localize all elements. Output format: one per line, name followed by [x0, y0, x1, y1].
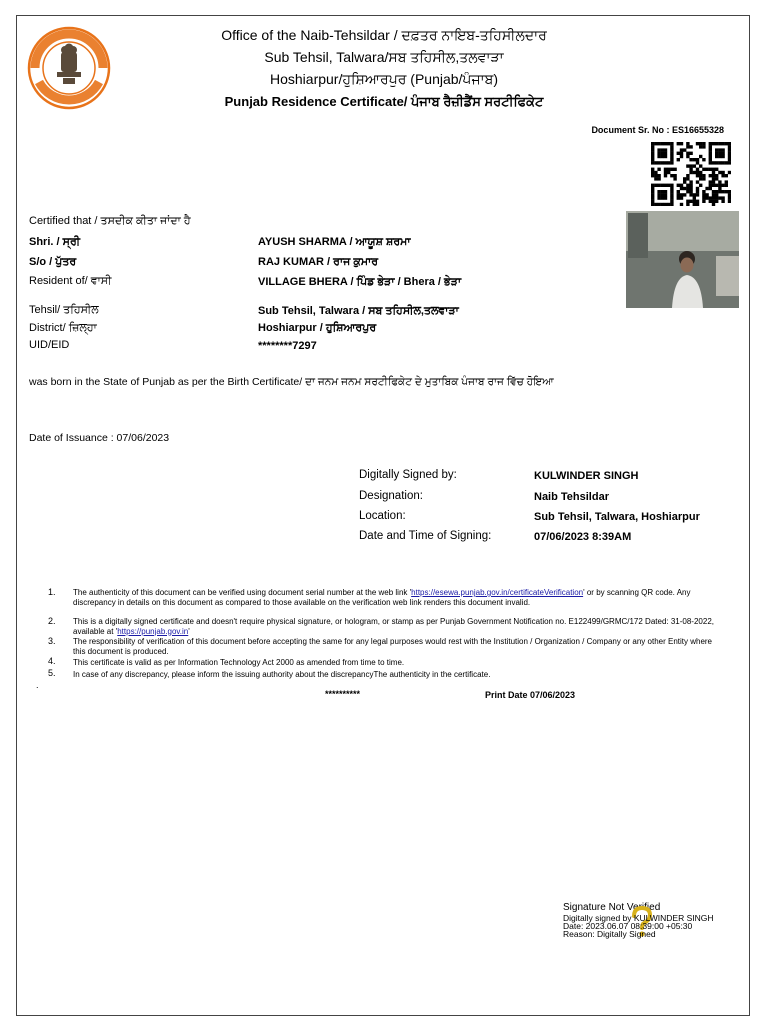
birth-statement: was born in the State of Punjab as per the Birth Certificate/ ਦਾ ਜਨਮ ਜਨਮ ਸਰਟੀਫਿਕੇਟ ਦੇ ਮੁਤਾਬਿਕ ਪੰਜਾਬ ਰਾਜ ਵਿੱਚ ਹੋਇਆ	[29, 376, 554, 388]
qr-code[interactable]	[651, 142, 731, 206]
note-1: The authenticity of this document can be verified using document serial number at the web link 'https://esewa.punjab.gov.in/certificateVerification' or by scanning QR code. Any discrepancy in details on this document as compared to those available on the verification web link renders this document invalid.	[73, 588, 691, 607]
uid-label: UID/EID	[29, 339, 70, 351]
footer-dot: .	[36, 680, 39, 690]
name-value: AYUSH SHARMA / ਆਯੂਸ਼ ਸ਼ਰਮਾ	[258, 236, 411, 248]
verification-link[interactable]: https://esewa.punjab.gov.in/certificateVerification	[411, 588, 584, 597]
note-number: 5.	[48, 668, 56, 678]
district-label: District/ ਜ਼ਿਲ੍ਹਾ	[29, 322, 97, 334]
district-line: Hoshiarpur/ਹੁਸ਼ਿਆਰਪੁਰ (Punjab/ਪੰਜਾਬ)	[269, 71, 499, 87]
tehsil-value: Sub Tehsil, Talwara / ਸਬ ਤਹਿਸੀਲ,ਤਲਵਾੜਾ	[258, 305, 459, 317]
father-value: RAJ KUMAR / ਰਾਜ ਕੁਮਾਰ	[258, 256, 379, 268]
note-5: In case of any discrepancy, please inform the issuing authority about the discrepancyThe authenticity in the certificate.	[73, 670, 491, 679]
note-4: This certificate is valid as per Information Technology Act 2000 as amended from time to time.	[73, 658, 405, 667]
district-value: Hoshiarpur / ਹੁਸ਼ਿਆਰਪੁਰ	[258, 322, 377, 334]
document-serial-number: Document Sr. No : ES16655328	[591, 125, 724, 135]
signing-time-value: 07/06/2023 8:39AM	[534, 531, 632, 543]
location-value: Sub Tehsil, Talwara, Hoshiarpur	[534, 511, 700, 523]
resident-value: VILLAGE BHERA / ਪਿੰਡ ਭੇੜਾ / Bhera / ਭੇੜਾ	[258, 276, 462, 288]
uid-value: ********7297	[258, 340, 317, 352]
certified-that-label: Certified that / ਤਸਦੀਕ ਕੀਤਾ ਜਾਂਦਾ ਹੈ	[29, 215, 191, 227]
date-of-issuance: Date of Issuance : 07/06/2023	[29, 432, 170, 444]
signed-by-value: KULWINDER SINGH	[534, 470, 639, 482]
signature-date: Date: 2023.06.07 08:39:00 +05:30	[563, 921, 693, 931]
note-number: 1.	[48, 587, 56, 597]
resident-label: Resident of/ ਵਾਸੀ	[29, 275, 112, 287]
certificate-title: Punjab Residence Certificate/ ਪੰਜਾਬ ਰੈਜ਼ੀਡੈਂਸ ਸਰਟੀਫਿਕੇਟ	[224, 94, 544, 109]
office-line: Office of the Naib-Tehsildar / ਦਫ਼ਤਰ ਨਾਇਬ-ਤਹਿਸੀਲਦਾਰ	[221, 27, 547, 43]
designation-value: Naib Tehsildar	[534, 491, 609, 503]
signed-by-label: Digitally Signed by:	[359, 469, 457, 481]
signature-signer: Digitally signed by KULWINDER SINGH	[563, 913, 714, 923]
note-number: 3.	[48, 636, 56, 646]
print-date: Print Date 07/06/2023	[485, 690, 576, 700]
note-2: This is a digitally signed certificate and doesn't require physical signature, or hologram, or stamp as per Punjab Government Notification no. E122499/GRMC/172 Dated: 31-08-2022, available at 'https://punjab.gov.in'	[73, 617, 714, 636]
location-label: Location:	[359, 510, 406, 522]
sub-tehsil-line: Sub Tehsil, Talwara/ਸਬ ਤਹਿਸੀਲ,ਤਲਵਾੜਾ	[264, 49, 504, 65]
signature-status: Signature Not Verified	[563, 902, 661, 913]
note-3: The responsibility of verification of this document before accepting the same for any legal purposes would rest with the Institution / Organization / Company or any other Entity where this document is produced.	[73, 637, 712, 656]
name-label: Shri. / ਸ੍ਰੀ	[29, 236, 81, 248]
signature-reason: Reason: Digitally Signed	[563, 929, 656, 939]
tehsil-label: Tehsil/ ਤਹਿਸੀਲ	[29, 304, 99, 316]
applicant-photo	[626, 211, 739, 308]
designation-label: Designation:	[359, 490, 423, 502]
note-number: 4.	[48, 656, 56, 666]
signing-time-label: Date and Time of Signing:	[359, 530, 492, 542]
punjab-gov-link[interactable]: https://punjab.gov.in	[117, 626, 189, 636]
footer-stars: **********	[325, 689, 361, 699]
note-number: 2.	[48, 616, 56, 626]
father-label: S/o / ਪੁੱਤਰ	[29, 256, 77, 268]
